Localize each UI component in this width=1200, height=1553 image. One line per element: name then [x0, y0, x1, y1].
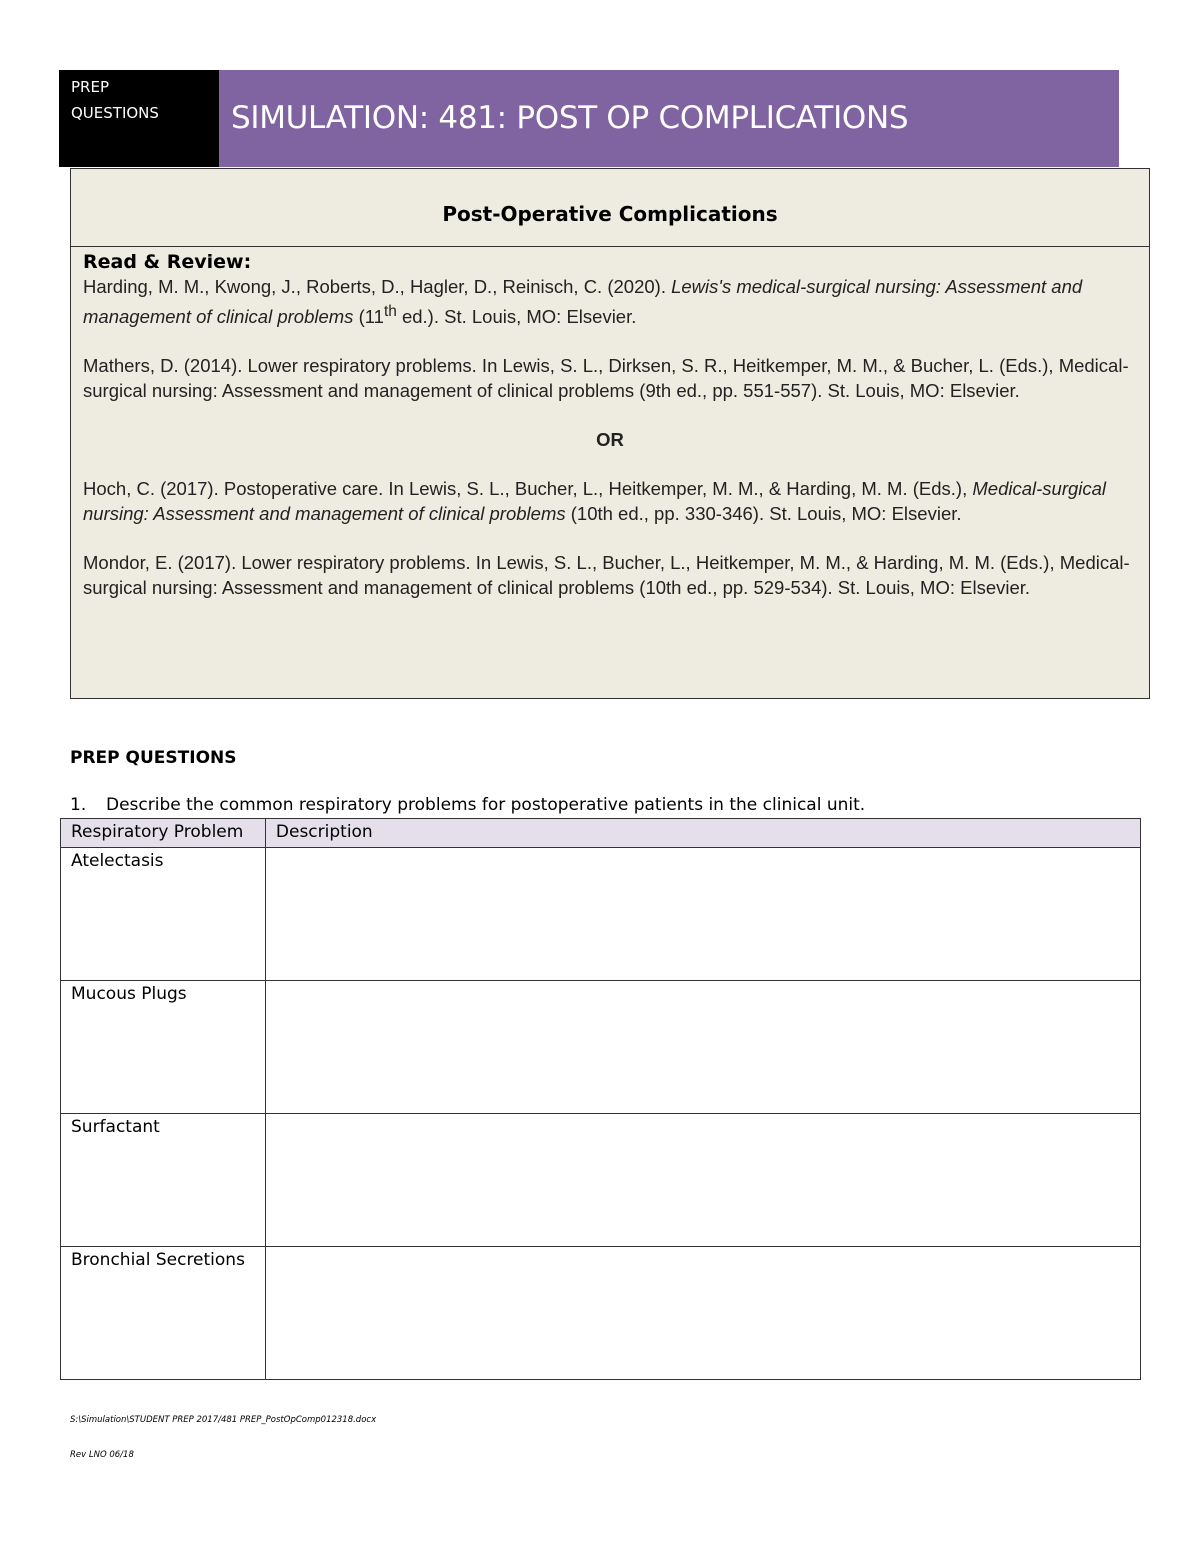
- description-cell[interactable]: [265, 848, 1140, 981]
- problem-cell: Surfactant: [61, 1114, 266, 1247]
- read-review-label: Read & Review:: [83, 251, 252, 273]
- table-row: [61, 981, 1141, 1114]
- table-header-row: [61, 819, 1141, 848]
- reference-4: Mondor, E. (2017). Lower respiratory problems. In Lewis, S. L., Bucher, L., Heitkemper, M. M., & Harding, M. M. (Eds.), Medical-surgical nursing: Assessment and management of clinical problems (10th ed., pp. 529-534). St. Louis, MO: Elsevier.: [83, 552, 1130, 599]
- respiratory-problems-table: [60, 818, 1141, 1380]
- or-separator: OR: [596, 429, 624, 451]
- description-cell[interactable]: [265, 1114, 1140, 1247]
- footer-file-path: S:\Simulation\STUDENT PREP 2017/481 PREP_PostOpComp012318.docx: [70, 1415, 377, 1425]
- question-1: [70, 795, 865, 815]
- problem-cell: Bronchial Secretions: [61, 1247, 266, 1380]
- prep-questions-heading: PREP QUESTIONS: [70, 748, 237, 768]
- question-1-text: Describe the common respiratory problems for postoperative patients in the clinical unit.: [106, 795, 866, 815]
- table-row: [61, 1247, 1141, 1380]
- problem-cell: Atelectasis: [61, 848, 266, 981]
- footer-revision: Rev LNO 06/18: [70, 1450, 134, 1460]
- question-1-number: 1.: [70, 795, 87, 815]
- table-row: [61, 848, 1141, 981]
- reference-2: Mathers, D. (2014). Lower respiratory problems. In Lewis, S. L., Dirksen, S. R., Heitkemper, M. M., & Bucher, L. (Eds.), Medical-surgical nursing: Assessment and management of clinical problems (9th ed., pp. 551-557). St. Louis, MO: Elsevier.: [83, 355, 1129, 402]
- column-header-description: Description: [265, 819, 1140, 848]
- column-header-problem: Respiratory Problem: [61, 819, 266, 848]
- table-row: [61, 1114, 1141, 1247]
- reference-3: Hoch, C. (2017). Postoperative care. In Lewis, S. L., Bucher, L., Heitkemper, M. M., & Harding, M. M. (Eds.), Medical-surgical nursing: Assessment and management of clinical problems (10th ed., pp. 330-346). St. Louis, MO: Elsevier.: [83, 478, 1107, 525]
- page-title-banner: [219, 70, 1119, 167]
- header-label-block: [59, 70, 219, 167]
- reading-body: [71, 247, 1149, 600]
- reference-1: Harding, M. M., Kwong, J., Roberts, D., Hagler, D., Reinisch, C. (2020). Lewis's medical-surgical nursing: Assessment and management of clinical problems (11th ed.). St. Louis, MO: Elsevier.: [83, 276, 1083, 328]
- header-label-line1: PREP: [71, 78, 109, 96]
- reading-title: Post-Operative Complications: [71, 169, 1149, 247]
- description-cell[interactable]: [265, 981, 1140, 1114]
- problem-cell: Mucous Plugs: [61, 981, 266, 1114]
- reading-box: [70, 168, 1150, 699]
- header-label-line2: QUESTIONS: [71, 104, 159, 122]
- page-title: SIMULATION: 481: POST OP COMPLICATIONS: [231, 100, 909, 136]
- description-cell[interactable]: [265, 1247, 1140, 1380]
